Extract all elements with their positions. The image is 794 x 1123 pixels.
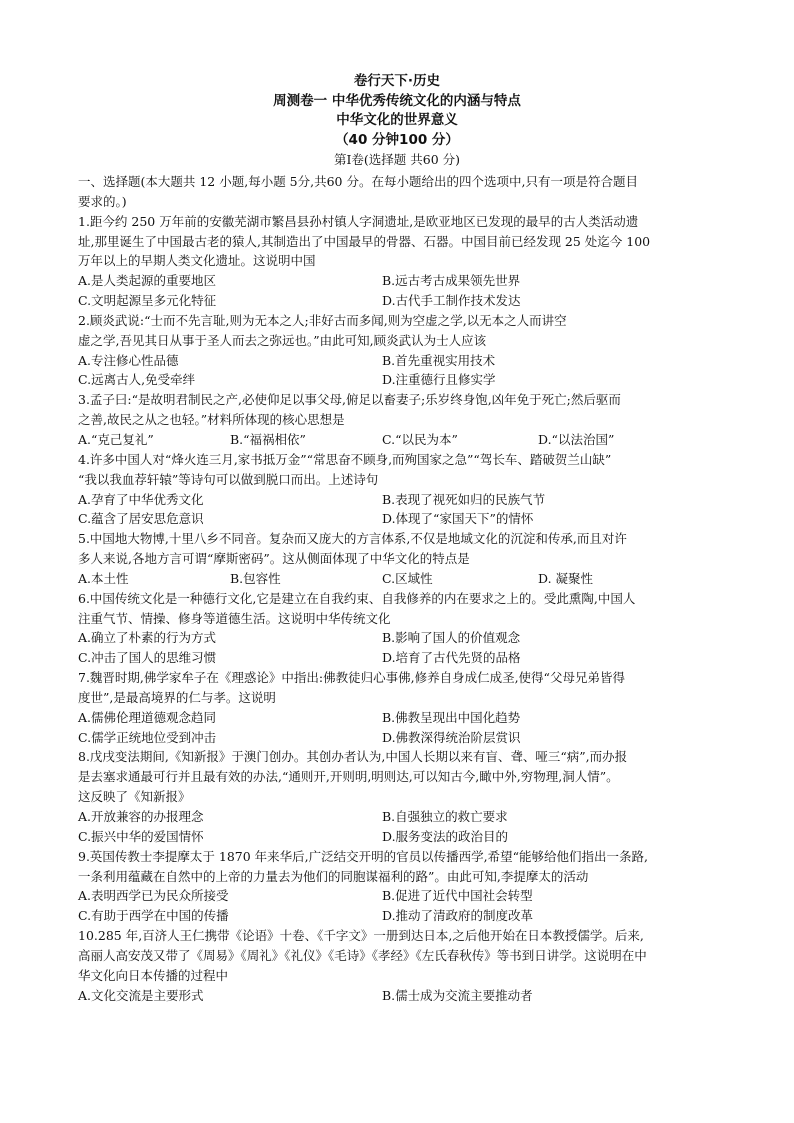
question-stem-line: 6.中国传统文化是一种德行文化,它是建立在自我约束、自我修养的内在要求之上的。受此熏陶,中国人 [78,590,636,606]
answer-option: C.“以民为本” [382,431,458,447]
option-row [78,569,726,589]
option-row [78,886,726,906]
question-stem-line: 9.英国传教士李提摩太于 1870 年来华后,广泛结交开明的官员以传播西学,希望“能够给他们指出一条路, [78,848,648,864]
answer-option: C.儒学正统地位受到冲击 [78,729,217,745]
answer-option: A.是人类起源的重要地区 [78,273,217,289]
option-row [78,430,726,450]
question-item [78,847,726,926]
answer-option: A.“克己复礼” [78,431,154,447]
answer-option: A.专注修心性品德 [78,352,179,368]
question-stem-line: 是去塞求通最可行并且最有效的办法,“通则开,开则明,明则达,可以知古今,瞰中外,穷物理,洞人情”。 [78,769,619,785]
answer-option: A.确立了朴素的行为方式 [78,630,217,646]
answer-option: A.文化交流是主要形式 [78,987,204,1003]
answer-option: D.注重德行且修实学 [382,372,496,388]
option-row [78,490,726,510]
question-item [78,212,726,311]
answer-option: C.振兴中华的爱国情怀 [78,828,204,844]
answer-option: B.促进了近代中国社会转型 [382,888,533,904]
question-stem-line: 一条利用蕴藏在自然中的上帝的力量去为他们的同胞谋福利的路”。由此可知,李提摩太的活动 [78,868,589,884]
answer-option: C.文明起源呈多元化特征 [78,293,217,309]
answer-option: B.首先重视实用技术 [382,352,496,368]
question-stem-line: 址,那里诞生了中国最古老的猿人,其制造出了中国最早的骨器、石器。中国目前已经发现 25 处迄今 100 [78,233,651,249]
exam-subtitle-1: 周测卷一 中华优秀传统文化的内涵与特点 [273,92,521,109]
question-stem-line: 之善,故民之从之也轻。”材料所体现的核心思想是 [78,412,345,428]
question-stem-line: 3.孟子曰:“是故明君制民之产,必使仰足以事父母,俯足以畜妻子;乐岁终身饱,凶年免于死亡;然后驱而 [78,392,621,408]
question-stem-line: 虚之学,吾见其日从事于圣人而去之弥远也。”由此可知,顾炎武认为士人应该 [78,332,487,348]
answer-option: B.表现了视死如归的民族气节 [382,491,546,507]
question-item [78,926,726,1005]
question-stem-line: 注重气节、情操、修身等道德生活。这说明中华传统文化 [78,610,391,626]
exam-time-score: （40 分钟100 分） [335,131,459,148]
question-item [78,450,726,529]
option-row [78,271,726,291]
answer-option: B.佛教呈现出中国化趋势 [382,709,521,725]
answer-option: D.体现了“家国天下”的情怀 [382,511,534,527]
option-row [78,728,726,748]
option-row [78,351,726,371]
question-stem-line: 万年以上的早期人类文化遗址。这说明中国 [78,253,316,269]
option-row [78,708,726,728]
answer-option: D.“以法治国” [538,431,615,447]
option-row [78,986,726,1006]
exam-title: 卷行天下·历史 [353,73,441,89]
question-stem-line: 7.魏晋时期,佛学家牟子在《理惑论》中指出:佛教徒归心事佛,修养自身成仁成圣,使得“父母兄弟皆得 [78,670,625,686]
question-stem-line: 4.许多中国人对“烽火连三月,家书抵万金”“常思奋不顾身,而殉国家之急”“驾长车、踏破贺兰山缺” [78,451,612,467]
answer-option: D.佛教深得统治阶层赏识 [382,729,521,745]
option-row [78,628,726,648]
answer-option: B.儒士成为交流主要推动者 [382,987,533,1003]
answer-option: C.蕴含了居安思危意识 [78,511,204,527]
exam-body [78,172,726,1005]
question-stem-line: 度世”,是最高境界的仁与孝。这说明 [78,689,276,705]
option-row [78,291,726,311]
instructions-line: 要求的。) [78,193,127,209]
question-item [78,311,726,390]
answer-option: A.儒佛伦理道德观念趋同 [78,709,217,725]
instructions-line: 一、选择题(本大题共 12 小题,每小题 5分,共60 分。在每小题给出的四个选项中,只有一项是符合题目 [78,174,638,189]
question-stem-line: 1.距今约 250 万年前的安徽芜湖市繁昌县孙村镇人字洞遗址,是欧亚地区已发现的最早的古人类活动遗 [78,213,639,229]
exam-header [0,72,794,169]
question-stem-line: 2.顾炎武说:“士而不先言耻,则为无本之人;非好古而多闻,则为空虚之学,以无本之人而讲空 [78,312,567,328]
answer-option: D. 凝聚性 [538,570,594,586]
answer-option: C.远离古人,免受牵绊 [78,372,196,388]
question-stem-line: 5.中国地大物博,十里八乡不同音。复杂而又庞大的方言体系,不仅是地域文化的沉淀和传承,而且对许 [78,531,627,547]
question-stem-line: 高丽人高安茂又带了《周易》《周礼》《礼仪》《毛诗》《孝经》《左氏春秋传》等书到日讲学。这说明在中 [78,947,647,963]
option-row [78,370,726,390]
option-row [78,509,726,529]
answer-option: B.包容性 [230,570,281,586]
question-stem-line: 华文化向日本传播的过程中 [78,967,229,983]
question-item [78,747,726,846]
answer-option: B.自强独立的救亡要求 [382,809,508,824]
exam-part-heading: 第Ⅰ卷(选择题 共60 分) [333,152,461,167]
option-row [78,648,726,668]
answer-option: D.推动了清政府的制度改革 [382,908,534,924]
question-item [78,529,726,589]
answer-option: B.“福祸相依” [230,431,306,447]
question-stem-line: 多人来说,各地方言可谓“摩斯密码”。这从侧面体现了中华文化的特点是 [78,551,470,567]
question-list [78,212,726,1006]
answer-option: D.古代手工制作技术发达 [382,293,521,309]
question-item [78,668,726,747]
question-item [78,589,726,668]
question-stem-line: 这反映了《知新报》 [78,789,191,805]
answer-option: C.冲击了国人的思维习惯 [78,650,217,666]
answer-option: D.培育了古代先贤的品格 [382,650,521,666]
answer-option: A.表明西学已为民众所接受 [78,888,229,904]
option-row [78,807,726,827]
exam-subtitle-2: 中华文化的世界意义 [336,112,458,128]
answer-option: B.远古考古成果领先世界 [382,273,521,289]
option-row [78,906,726,926]
answer-option: D.服务变法的政治目的 [382,828,509,844]
question-stem-line: 8.戊戌变法期间,《知新报》于澳门创办。其创办者认为,中国人长期以来有盲、聋、哑三“病”,而办报 [78,749,628,765]
answer-option: C.区域性 [382,570,433,586]
answer-option: B.影响了国人的价值观念 [382,630,521,646]
option-row [78,827,726,847]
question-item [78,390,726,450]
answer-option: A.本土性 [78,570,129,586]
question-stem-line: 10.285 年,百济人王仁携带《论语》十卷、《千字文》一册到达日本,之后他开始在日本教授儒学。后来, [78,928,644,944]
answer-option: A.开放兼容的办报理念 [78,809,204,824]
answer-option: C.有助于西学在中国的传播 [78,908,229,924]
question-stem-line: “我以我血荐轩辕”等诗句可以做到脱口而出。上述诗句 [78,471,379,487]
answer-option: A.孕育了中华优秀文化 [78,491,204,507]
